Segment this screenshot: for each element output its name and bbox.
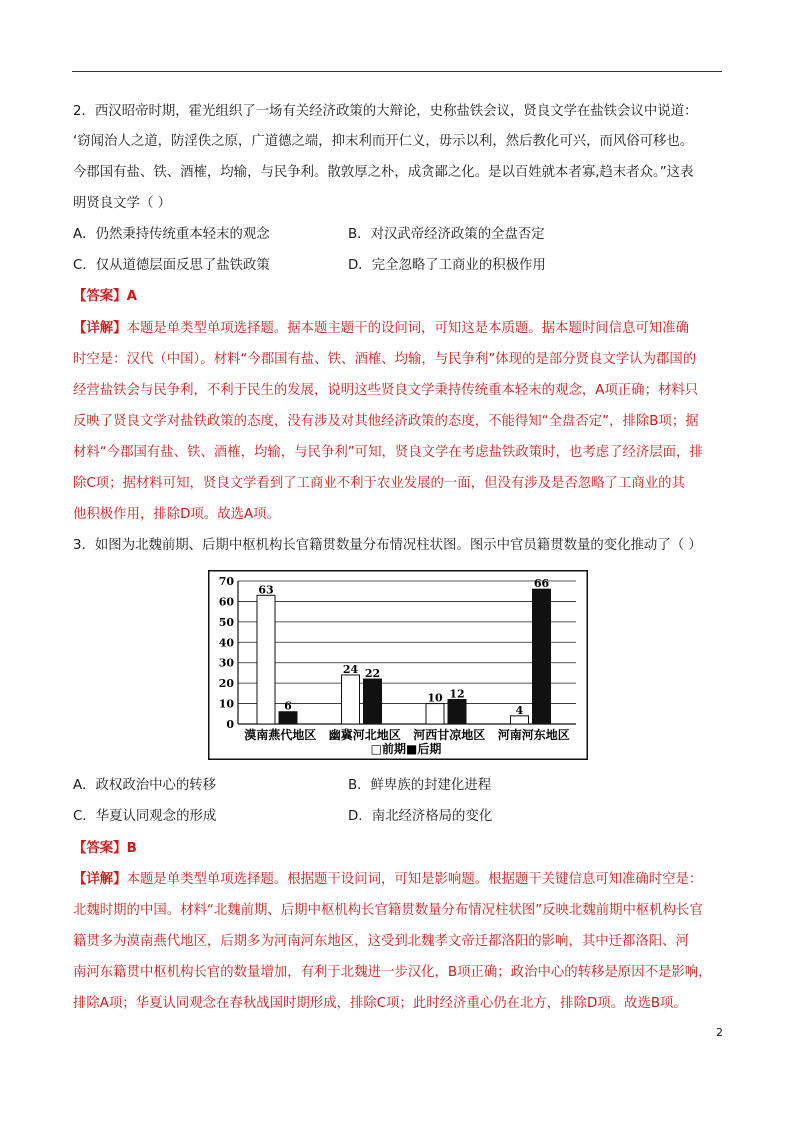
q2-detail-line-5: 材料“今郡国有盐、铁、酒榷，均输，与民争利”可知，贤良文学在考虑盐铁政策时，也考虑了经济层面，排 — [73, 445, 703, 460]
bar-label-前期-3: 4 — [515, 703, 524, 717]
bar-label-后期-3: 66 — [533, 577, 550, 591]
q2-option-c: C．仅从道德层面反思了盐铁政策 — [73, 258, 270, 273]
q3-option-d: D．南北经济格局的变化 — [348, 809, 493, 824]
bar-label-后期-2: 12 — [449, 687, 465, 701]
q2-detail-line-7: 他积极作用，排除D项。故选A项。 — [73, 507, 280, 522]
y-tick-50: 50 — [218, 615, 234, 629]
q2-answer-label: 【答案】 — [73, 289, 127, 304]
q2-stem-line-1: 2．西汉昭帝时期，霍光组织了一场有关经济政策的大辩论，史称盐铁会议，贤良文学在盐铁会议中说道： — [73, 104, 698, 119]
bar-后期-1 — [364, 679, 382, 724]
x-label-3: 河南河东地区 — [497, 728, 570, 742]
q3-option-c: C．华夏认同观念的形成 — [73, 809, 217, 824]
q2-option-b: B．对汉武帝经济政策的全盘否定 — [348, 227, 545, 242]
q3-option-a: A．政权政治中心的转移 — [73, 778, 217, 793]
q2-option-d: D．完全忽略了工商业的积极作用 — [348, 258, 546, 273]
q2-detail-line-3: 经营盐铁会与民争利，不利于民生的发展，说明这些贤良文学秉持传统重本轻末的观念，A项正确；材料只 — [73, 383, 699, 398]
q3-answer-label: 【答案】 — [73, 841, 127, 856]
page-number: 2 — [716, 1026, 723, 1039]
q3-detail-text-1: 本题是单类型单项选择题。根据题干设问词，可知是影响题。根据题干关键信息可知准确时空是： — [126, 872, 703, 887]
bar-label-前期-2: 10 — [427, 691, 443, 705]
q2-detail-line-1 — [73, 320, 689, 338]
q2-detail-text-1: 本题是单类型单项选择题。据本题主题干的设问词，可知这是本质题。据本题时间信息可知准确 — [126, 321, 689, 336]
q2-detail-line-4: 反映了贤良文学对盐铁政策的态度，没有涉及对其他经济政策的态度，不能得知“全盘否定”，排除B项；据 — [73, 414, 699, 429]
q2-detail-line-6: 除C项；据材料可知，贤良文学看到了工商业不利于农业发展的一面，但没有涉及是否忽略了工商业的其 — [73, 476, 685, 491]
q3-detail-line-5: 排除A项；华夏认同观念在春秋战国时期形成，排除C项；此时经济重心仍在北方，排除D项。故选B项。 — [73, 996, 687, 1011]
q3-detail-line-3: 籍贯多为漠南燕代地区，后期多为河南河东地区，这受到北魏孝文帝迁都洛阳的影响，其中迁都洛阳、河 — [73, 934, 689, 949]
q3-answer — [73, 840, 137, 858]
chart-legend: □前期■后期 — [370, 742, 442, 756]
y-tick-30: 30 — [218, 656, 234, 670]
bar-前期-3 — [511, 716, 529, 724]
bar-label-前期-0: 63 — [258, 583, 274, 597]
bar-后期-0 — [279, 712, 297, 724]
q2-stem-line-3: 今郡国有盐、铁、酒榷，均输，与民争利。散敦厚之朴，成贪鄙之化。是以百姓就本者寡,趋末者众。”这表 — [73, 165, 694, 180]
q3-detail-line-2: 北魏时期的中国。材料“北魏前期、后期中枢机构长官籍贯数量分布情况柱状图”反映北魏前期中枢机构长官 — [73, 903, 703, 918]
bar-后期-2 — [448, 699, 466, 724]
y-tick-20: 20 — [218, 677, 234, 691]
y-tick-40: 40 — [218, 636, 234, 650]
q2-option-a: A．仍然秉持传统重本轻末的观念 — [73, 227, 270, 242]
q3-detail-line-4: 南河东籍贯中枢机构长官的数量增加，有利于北魏进一步汉化，B项正确；政治中心的转移是原因不是影响， — [73, 965, 712, 980]
q3-option-b: B．鲜卑族的封建化进程 — [348, 778, 492, 793]
q3-stem: 3．如图为北魏前期、后期中枢机构长官籍贯数量分布情况柱状图。图示中官员籍贯数量的变化推动了（ ） — [73, 538, 702, 553]
y-tick-70: 70 — [218, 575, 234, 588]
q3-detail-line-1 — [73, 871, 702, 889]
bar-label-后期-0: 6 — [284, 699, 292, 713]
bar-label-后期-1: 22 — [364, 667, 381, 681]
q2-stem-line-4: 明贤良文学（ ） — [73, 196, 171, 211]
y-tick-0: 0 — [226, 718, 234, 731]
bar-前期-2 — [426, 704, 444, 724]
q2-detail-label: 【详解】 — [73, 321, 127, 336]
y-tick-60: 60 — [218, 595, 234, 609]
q2-answer — [73, 288, 137, 306]
bar-后期-3 — [533, 589, 551, 724]
bar-label-前期-1: 24 — [342, 662, 359, 676]
x-label-2: 河西甘凉地区 — [413, 728, 486, 742]
q2-detail-line-2: 时空是：汉代（中国）。材料“今郡国有盐、铁、酒榷、均输，与民争利”体现的是部分贤良文学认为郡国的 — [73, 352, 697, 367]
q2-stem-line-2: ‘窃闻治人之道，防淫佚之原，广道德之端，抑末利而开仁义，毋示以利，然后教化可兴，而风俗可移也。 — [73, 134, 694, 149]
x-label-1: 幽冀河北地区 — [328, 728, 401, 742]
q3-answer-value: B — [126, 841, 137, 856]
header-rule — [72, 71, 722, 72]
bar-chart — [208, 570, 588, 760]
bar-前期-1 — [342, 675, 360, 724]
x-label-0: 漠南燕代地区 — [244, 728, 317, 742]
q2-answer-value: A — [126, 289, 137, 304]
q3-detail-label: 【详解】 — [73, 872, 127, 887]
y-tick-10: 10 — [218, 697, 234, 711]
bar-前期-0 — [257, 595, 275, 724]
